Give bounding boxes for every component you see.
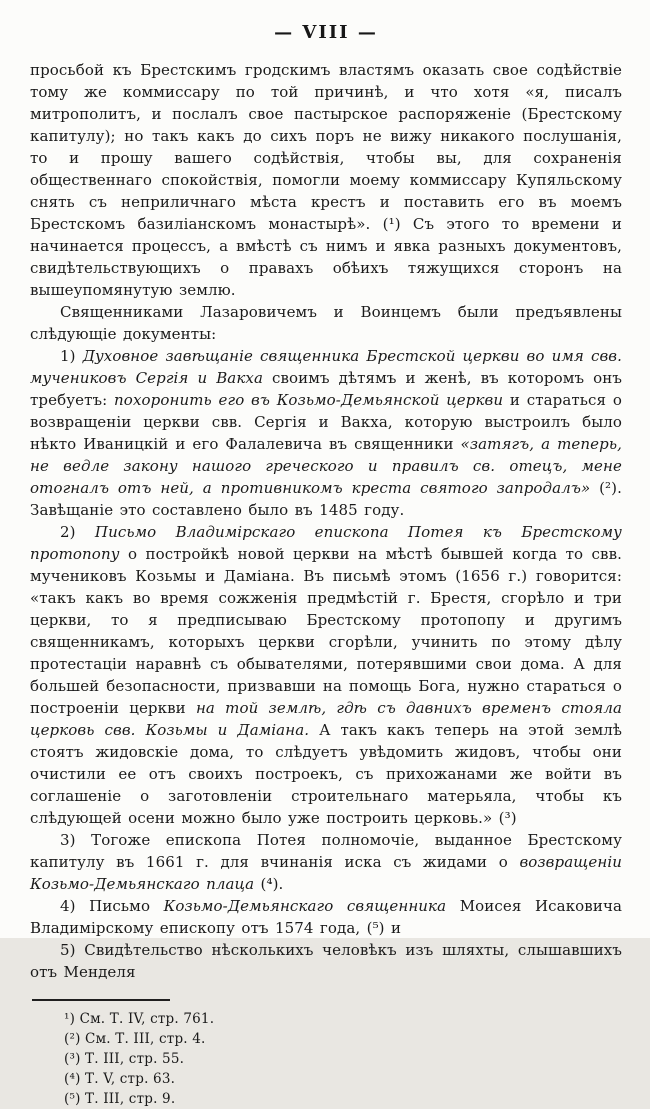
text-segment: о постройкѣ новой церкви на мѣстѣ бывшей когда то свв. мучениковъ Козьмы и Даміана. Въ письмѣ этомъ (1656 г.) говорится: «такъ какъ во время сожженія предмѣстій г. Брестя, сгорѣло и три церкви, то я предписываю Брестскому протопопу и другимъ священникамъ, которыхъ церкви сгорѣли, учинить по этому дѣлу протестаціи наравнѣ съ обывателями, потерявшими свои дома. А для большей безопасности, призвавши на помощь Бога, нужно стараться о построеніи церкви [30,545,622,717]
text-segment: (²). Завѣщаніе это составлено было въ 1485 году. [30,479,622,519]
footnote: (⁴) Т. V, стр. 63. [64,1071,176,1087]
text-segment: возвращеніи Козьмо-Демьянскаго плаца [30,853,622,893]
text-segment: (⁴). [254,875,284,893]
paragraph [30,895,622,939]
paragraph [30,521,622,829]
text-segment: Духовное завѣщаніе священника Брестской церкви во имя свв. мучениковъ Сергія и Вакха [30,347,622,387]
paragraph [30,939,622,983]
footnote: ¹) См. Т. IV, стр. 761. [64,1011,215,1027]
footnote: (⁵) Т. III, стр. 9. [64,1091,176,1107]
text-segment: просьбой къ Брестскимъ гродскимъ властямъ оказать свое содѣйствіе тому же коммиссару по той причинѣ, и что хотя «я, писалъ митрополитъ, и послалъ свое пастырское распоряженіе (Брестскому капитулу); но такъ какъ до сихъ поръ не вижу никакого послушанія, то и прошу вашего содѣйствія, чтобы вы, для сохраненія общественнаго спокойствія, помогли моему коммиссару Купяльскому снять съ неприличнаго мѣста крестъ и поставить его въ моемъ Брестскомъ базиліанскомъ монастырѣ». (¹) Съ этого то времени и начинается процессъ, а вмѣстѣ съ нимъ и явка разныхъ документовъ, свидѣтельствующихъ о правахъ обѣихъ тяжущихся сторонъ на вышеупомянутую землю. [30,61,622,299]
page-number-header: — VIII — [274,22,378,43]
text-segment: 5) Свидѣтельство нѣсколькихъ человѣкъ изъ шляхты, слышавшихъ отъ Менделя [30,941,622,981]
text-segment: 1) [60,347,83,365]
text-segment: Письмо Владимірскаго епископа Потея къ Брестскому протопопу [30,523,622,563]
footnotes [30,1009,622,1109]
text-segment: Священниками Лазаровичемъ и Воинцемъ были предъявлены слѣдующіе документы: [30,303,622,343]
text-segment: А такъ какъ теперь на этой землѣ стоятъ жидовскіе дома, то слѣдуетъ увѣдомить жидовъ, чтобы они очистили ее отъ своихъ построекъ, съ прихожанами же войти въ соглашеніе о заготовленіи строительнаго матерьяла, чтобы къ слѣдующей осени можно было уже построить церковь.» (³) [30,721,622,827]
text-segment: 4) Письмо [60,897,164,915]
text-segment: «затягъ, а теперь, не ведле закону нашого греческого и правилъ св. отецъ, мене отогналъ отъ ней, а противникомъ креста святого запродалъ» [30,435,622,497]
text-segment: Моисея Исаковича Владимірскому епископу отъ 1574 года, (⁵) и [30,897,623,937]
text-segment: похоронить его въ Козьмо-Демьянской церкви [114,391,504,409]
paragraph [30,301,622,345]
footnote-separator [32,999,170,1001]
text-segment: и стараться о возвращеніи церкви свв. Сергія и Вакха, которую выстроилъ было нѣкто Иваницкій и его Фалалевича въ священники [30,391,622,453]
text-segment: на той землѣ, гдѣ съ давнихъ временъ стояла церковь свв. Козьмы и Даміана. [30,699,623,739]
paragraph [30,829,622,895]
footnote: (³) Т. III, стр. 55. [64,1051,185,1067]
text-segment: своимъ дѣтямъ и женѣ, въ которомъ онъ требуетъ: [30,369,622,409]
text-segment: Козьмо-Демьянскаго священника [163,897,447,915]
text-segment: 2) [60,523,95,541]
body-text [30,59,622,983]
text-segment: 3) Тогоже епископа Потея полномочіе, выданное Брестскому капитулу въ 1661 г. для вчинанія иска съ жидами о [30,831,622,871]
paragraph [30,345,622,521]
footnote: (²) См. Т. III, стр. 4. [64,1031,206,1047]
paragraph [30,59,622,301]
